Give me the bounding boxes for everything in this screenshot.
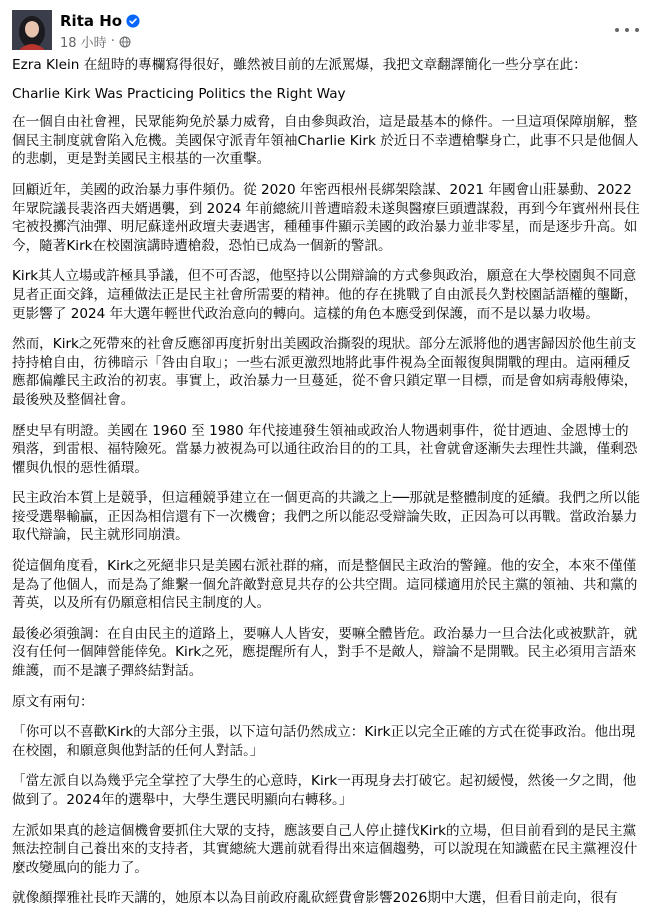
post-header: [12, 10, 653, 54]
post-paragraph: 就像顏擇雅社長昨天講的，她原本以為目前政府亂砍經費會影響2026期中大選，但看目前走向，很有: [12, 890, 618, 907]
post-paragraph: 左派如果真的趁這個機會要抓住大眾的支持，應該要自己人停止撻伐Kirk的立場，但目前看到的是民主黨無法控制自己養出來的支持者，其實總統大選前就看得出來這個趨勢，可以說現在知識藍在民主黨裡沒什麼改變風向的能力了。: [12, 822, 638, 876]
author-name[interactable]: Rita Ho: [60, 12, 123, 30]
verified-badge-icon: [126, 14, 140, 28]
post-quote: 「你可以不喜歡Kirk的大部分主張，以下這句話仍然成立：Kirk正以完全正確的方式在從事政治。他出現在校園，和願意與他對話的任何人對話。」: [12, 724, 636, 759]
post-paragraph: 在一個自由社會裡，民眾能夠免於暴力威脅，自由參與政治，這是最基本的條件。一旦這項保障崩解，整個民主制度就會陷入危機。美國保守派青年領袖Charlie Kirk 於近日不幸遭槍擊身亡，此事不只是他個人的悲劇，更是對美國民主根基的一次重擊。: [12, 114, 639, 168]
post-paragraph: 民主政治本質上是競爭，但這種競爭建立在一個更高的共識之上──那就是整體制度的延續。我們之所以能接受選舉輸贏，正因為相信還有下一次機會；我們之所以能忍受辯論失敗，正因為可以再戰。當政治暴力取代辯論，民主就形同崩潰。: [12, 490, 641, 544]
post-quote: 「當左派自以為幾乎完全掌控了大學生的心意時，Kirk一再現身去打破它。起初緩慢，然後一夕之間，他做到了。2024年的選舉中，大學生選民明顯向右轉移。」: [12, 773, 637, 808]
globe-icon[interactable]: [119, 36, 131, 48]
post-paragraph: 歷史早有明證。美國在 1960 至 1980 年代接連發生領袖或政治人物遇刺事件，從甘迺迪、金恩博士的殞落，到雷根、福特險死。當暴力被視為可以通往政治目的的工具，社會就會逐漸失去理性共識，僅剩恐懼與仇恨的惡性循環。: [12, 422, 638, 476]
post-paragraph: 原文有兩句：: [12, 693, 94, 710]
avatar[interactable]: [12, 10, 52, 50]
post-paragraph: 從這個角度看，Kirk之死絕非只是美國右派社群的痛，而是整個民主政治的警鐘。他的安全，本來不僅僅是為了他個人，而是為了維繫一個允許敵對意見共存的公共空間。這同樣適用於民主黨的領袖、共和黨的菁英，以及所有仍願意相信民主制度的人。: [12, 558, 638, 612]
meta-separator: ·: [110, 34, 115, 49]
post-paragraph: Kirk其人立場或許極具爭議，但不可否認，他堅持以公開辯論的方式參與政治，願意在大學校園與不同意見者正面交鋒，這種做法正是民主社會所需要的精神。他的存在挑戰了自由派長久對校園話語權的壟斷，更影響了 2024 年大選年輕世代政治意向的轉向。這樣的角色本應受到保護，而不是以暴力收場。: [12, 268, 638, 322]
post-paragraph: 最後必須強調：在自由民主的道路上，要嘛人人皆安，要嘛全體皆危。政治暴力一旦合法化或被默許，就沒有任何一個陣營能倖免。Kirk之死，應提醒所有人，對手不是敵人，辯論不是開戰。民主必須用言語來維護，而不是讓子彈終結對話。: [12, 625, 638, 680]
post-paragraph: 回顧近年，美國的政治暴力事件頻仍。從 2020 年密西根州長綁架陰謀、2021 年國會山莊暴動、2022 年眾院議長裴洛西夫婿遇襲，到 2024 年前總統川普遭暗殺未遂與醫療巨頭遭謀殺，再到今年賓州州長住宅被投擲汽油彈、明尼蘇達州政壇夫妻遇害，種種事件顯示美國的政治暴力並非零星，而是逐步升高。如今，隨著Kirk在校園演講時遭槍殺，恐怕已成為一個新的警訊。: [12, 181, 640, 254]
post-paragraph: 然而，Kirk之死帶來的社會反應卻再度折射出美國政治撕裂的現狀。部分左派將他的遇害歸因於他生前支持持槍自由，彷彿暗示「咎由自取」；一些右派更激烈地將此事件視為全面報復與開戰的理由。這兩種反應都偏離民主政治的初衷。事實上，政治暴力一旦蔓延，從不會只鎖定單一目標，而是會如病毒般傳染，最後殃及整個社會。: [12, 336, 638, 408]
post-timestamp[interactable]: 18 小時: [60, 36, 107, 51]
article-title: Charlie Kirk Was Practicing Politics the Right Way: [12, 85, 346, 102]
more-options-icon[interactable]: [615, 22, 639, 38]
profile-photo: [12, 10, 52, 50]
post-intro: Ezra Klein 在紐時的專欄寫得很好，雖然被目前的左派罵爆，我把文章翻譯簡化一些分享在此：: [12, 57, 587, 73]
post-content: [12, 56, 642, 920]
